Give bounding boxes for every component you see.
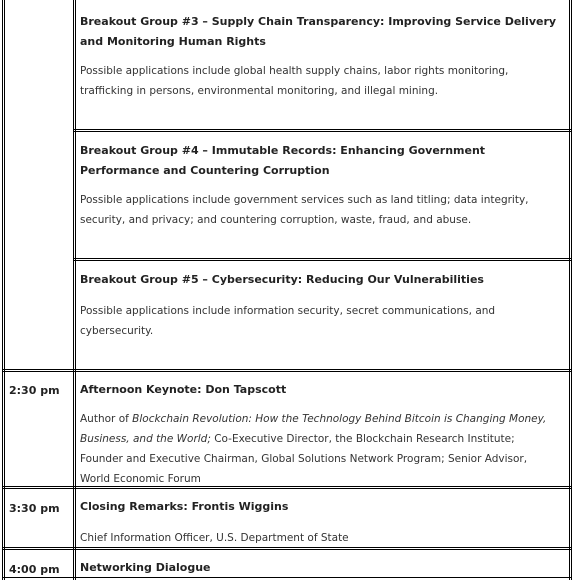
session-title: Breakout Group #3 – Supply Chain Transparency: Improving Service Delivery and Monitoring Human Rights bbox=[80, 15, 557, 48]
session-title: Breakout Group #5 – Cybersecurity: Reducing Our Vulnerabilities bbox=[80, 273, 484, 286]
row-divider bbox=[2, 369, 572, 370]
networking-session bbox=[80, 558, 560, 578]
session-time: 4:00 pm bbox=[9, 563, 60, 576]
row-divider bbox=[73, 260, 572, 261]
session-description: Possible applications include government services such as land titling; data integrity, security, and privacy; and countering corruption, waste, fraud, and abuse. bbox=[80, 194, 529, 226]
session-title: Breakout Group #4 – Immutable Records: Enhancing Government Performance and Countering Corruption bbox=[80, 144, 486, 177]
column-divider bbox=[73, 0, 74, 580]
row-divider bbox=[73, 129, 572, 130]
table-border-right bbox=[569, 0, 570, 580]
session-title: Closing Remarks: Frontis Wiggins bbox=[80, 500, 289, 513]
session-description: Possible applications include information security, secret communications, and cybersecurity. bbox=[80, 305, 496, 337]
breakout-group-3 bbox=[80, 12, 560, 101]
book-title: Blockchain Revolution: How the Technology Behind Bitcoin is Changing Money, Business, and the World; bbox=[80, 413, 547, 445]
breakout-group-5 bbox=[80, 270, 560, 341]
row-divider bbox=[2, 549, 572, 550]
row-divider bbox=[73, 131, 572, 132]
session-time: 3:30 pm bbox=[9, 502, 60, 515]
session-description: Possible applications include global health supply chains, labor rights monitoring, trafficking in persons, environmental monitoring, and illegal mining. bbox=[80, 65, 509, 97]
row-divider bbox=[73, 258, 572, 259]
session-title: Networking Dialogue bbox=[80, 561, 211, 574]
session-description: Chief Information Officer, U.S. Department of State bbox=[80, 532, 349, 544]
column-divider-inner bbox=[75, 0, 76, 580]
session-title: Afternoon Keynote: Don Tapscott bbox=[80, 383, 287, 396]
session-time: 2:30 pm bbox=[9, 384, 60, 397]
closing-session bbox=[80, 497, 560, 548]
description-prefix: Author of bbox=[80, 413, 133, 425]
row-divider bbox=[2, 371, 572, 372]
table-border-left bbox=[2, 0, 3, 580]
keynote-session bbox=[80, 380, 560, 489]
table-border-right-inner bbox=[571, 0, 572, 580]
session-description bbox=[80, 409, 560, 489]
table-border-left-inner bbox=[4, 0, 5, 580]
breakout-group-4 bbox=[80, 141, 560, 230]
description-suffix: Co-Executive Director, the Blockchain Research Institute; Founder and Executive Chairman, Global Solutions Network Program; Senior Advisor, World Economic Forum bbox=[80, 433, 528, 485]
